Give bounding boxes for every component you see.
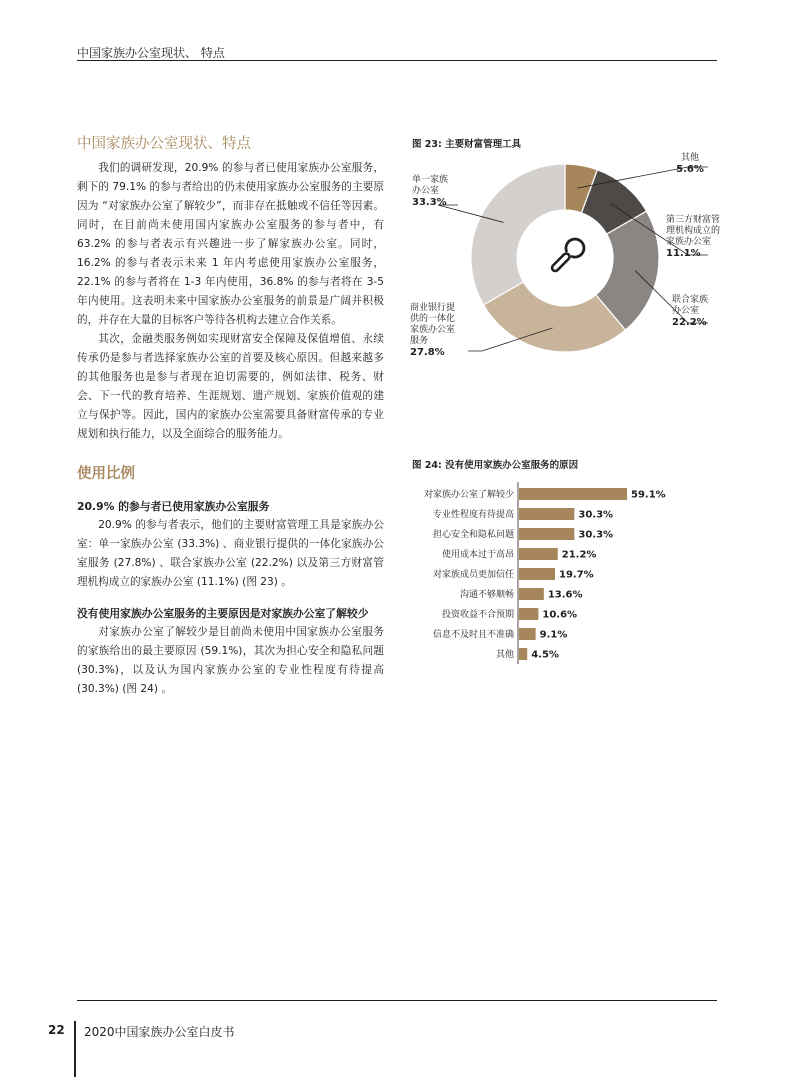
bar-category-label: 对家族成员更加信任	[432, 570, 514, 581]
donut-label-3: 供的一体化	[410, 314, 456, 324]
donut-label-2: 办公室	[672, 306, 700, 316]
bar-category-label: 专业性程度有待提高	[432, 510, 514, 521]
fig23-title: 图 23: 主要财富管理工具	[412, 139, 522, 150]
bar-category-label: 投资收益不合预期	[441, 610, 514, 621]
bar	[519, 508, 574, 520]
donut-value-3: 27.8%	[410, 347, 445, 358]
donut-label-1: 家族办公室	[666, 237, 712, 247]
running-header: 中国家族办公室现状、 特点	[77, 46, 225, 60]
donut-value-0: 5.6%	[676, 164, 704, 175]
paragraph-nonuse-reasons: 对家族办公室了解较少是目前尚未使用中国家族办公室服务的家族给出的最主要原因 (59.1%)，其次为担心安全和隐私问题 (30.3%)，以及认为国内家族办公室的专业性程度有待提高 (30.3%) (图 24) 。	[77, 626, 384, 695]
bar	[519, 628, 536, 640]
bar	[519, 548, 558, 560]
bar	[519, 608, 538, 620]
bar-value-label: 21.2%	[561, 549, 597, 561]
fig24-bar-chart	[408, 482, 698, 667]
bar-value-label: 59.1%	[631, 489, 666, 501]
bar-value-label: 10.6%	[542, 609, 578, 621]
bar	[519, 488, 627, 500]
fig24-title: 图 24: 没有使用家族办公室服务的原因	[412, 460, 579, 471]
paragraph-survey-findings: 我们的调研发现，20.9% 的参与者已使用家族办公室服务，剩下的 79.1% 的参与者给出的仍未使用家族办公室服务的主要原因为 “对家族办公室了解较少”，而非存在抵触或不信任等因素。同时，在目前尚未使用国内家族办公室服务的参与者中，有 63.2% 的参与者表示有兴趣进一步了解家族办公室。同时，16.2% 的参与者表示未来 1 年内考虑使用家族办公室服务，22.1% 的参与者将在 1-3 年内使用，36.8% 的参与者将在 3-5 年内使用。这表明未来中国家族办公室服务的前景是广阔并积极的，并存在大量的目标客户等待各机构去建立合作关系。	[77, 162, 384, 326]
bar-value-label: 9.1%	[539, 629, 568, 641]
subheading-usage-rate: 20.9% 的参与者已使用家族办公室服务	[77, 500, 270, 513]
bar	[519, 568, 555, 580]
subheading-nonuse-reason: 没有使用家族办公室服务的主要原因是对家族办公室了解较少	[77, 607, 369, 620]
footer-doc-title: 2020中国家族办公室白皮书	[84, 1025, 235, 1039]
donut-label-4: 单一家族	[412, 175, 449, 185]
paragraph-service-needs: 其次，金融类服务例如实现财富安全保障及保值增值、永续传承仍是参与者选择家族办公室的首要及核心原因。但越来越多的其他服务也是参与者现在迫切需要的，例如法律、税务、财会、下一代的教育培养、生涯规划、遗产规划、家族价值观的建立与保护等。因此，国内的家族办公室需要具备财富传承的专业规划和执行能力，以及全面综合的服务能力。	[77, 333, 384, 440]
section-title-status: 中国家族办公室现状、特点	[77, 136, 251, 152]
donut-label-1: 第三方财富管	[666, 215, 721, 225]
bar-value-label: 13.6%	[547, 589, 583, 601]
donut-value-4: 33.3%	[412, 197, 447, 208]
bar-category-label: 担心安全和隐私问题	[432, 530, 514, 541]
donut-label-0: 其他	[680, 153, 700, 163]
bar	[519, 588, 544, 600]
fig23-donut-chart	[408, 150, 721, 365]
section-title-usage: 使用比例	[77, 466, 135, 482]
bar-category-label: 对家族办公室了解较少	[423, 490, 514, 501]
bar-category-label: 信息不及时且不准确	[432, 630, 514, 641]
bar-value-label: 4.5%	[531, 649, 559, 661]
donut-label-3: 商业银行提	[410, 303, 456, 313]
donut-label-2: 联合家族	[672, 295, 709, 305]
donut-value-1: 11.1%	[666, 248, 701, 259]
bar-category-label: 其他	[495, 650, 514, 661]
bar-category-label: 使用成本过于高昂	[441, 550, 514, 561]
donut-label-3: 家族办公室	[410, 325, 456, 335]
donut-value-2: 22.2%	[672, 317, 707, 328]
paragraph-usage-breakdown: 20.9% 的参与者表示，他们的主要财富管理工具是家族办公室：单一家族办公室 (33.3%) 、商业银行提供的一体化家族办公室服务 (27.8%) 、联合家族办公室 (22.2%) 以及第三方财富管理机构成立的家族办公室 (11.1%) (图 23) 。	[77, 519, 384, 588]
header-divider	[77, 60, 717, 61]
page-number: 22	[48, 1023, 65, 1037]
bar-category-label: 沟通不够顺畅	[459, 590, 514, 601]
footer-vertical-bar	[74, 1021, 76, 1077]
bar	[519, 528, 574, 540]
main-text-column	[77, 132, 384, 699]
donut-label-4: 办公室	[412, 186, 440, 196]
footer-divider	[77, 1000, 717, 1001]
bar-value-label: 19.7%	[559, 569, 594, 581]
wrench-icon	[547, 235, 588, 276]
bar-value-label: 30.3%	[578, 529, 614, 541]
bar-value-label: 30.3%	[578, 509, 614, 521]
donut-label-3: 服务	[410, 336, 429, 346]
bar	[519, 648, 527, 660]
donut-slice-4	[471, 164, 565, 305]
donut-label-1: 理机构成立的	[666, 226, 721, 236]
